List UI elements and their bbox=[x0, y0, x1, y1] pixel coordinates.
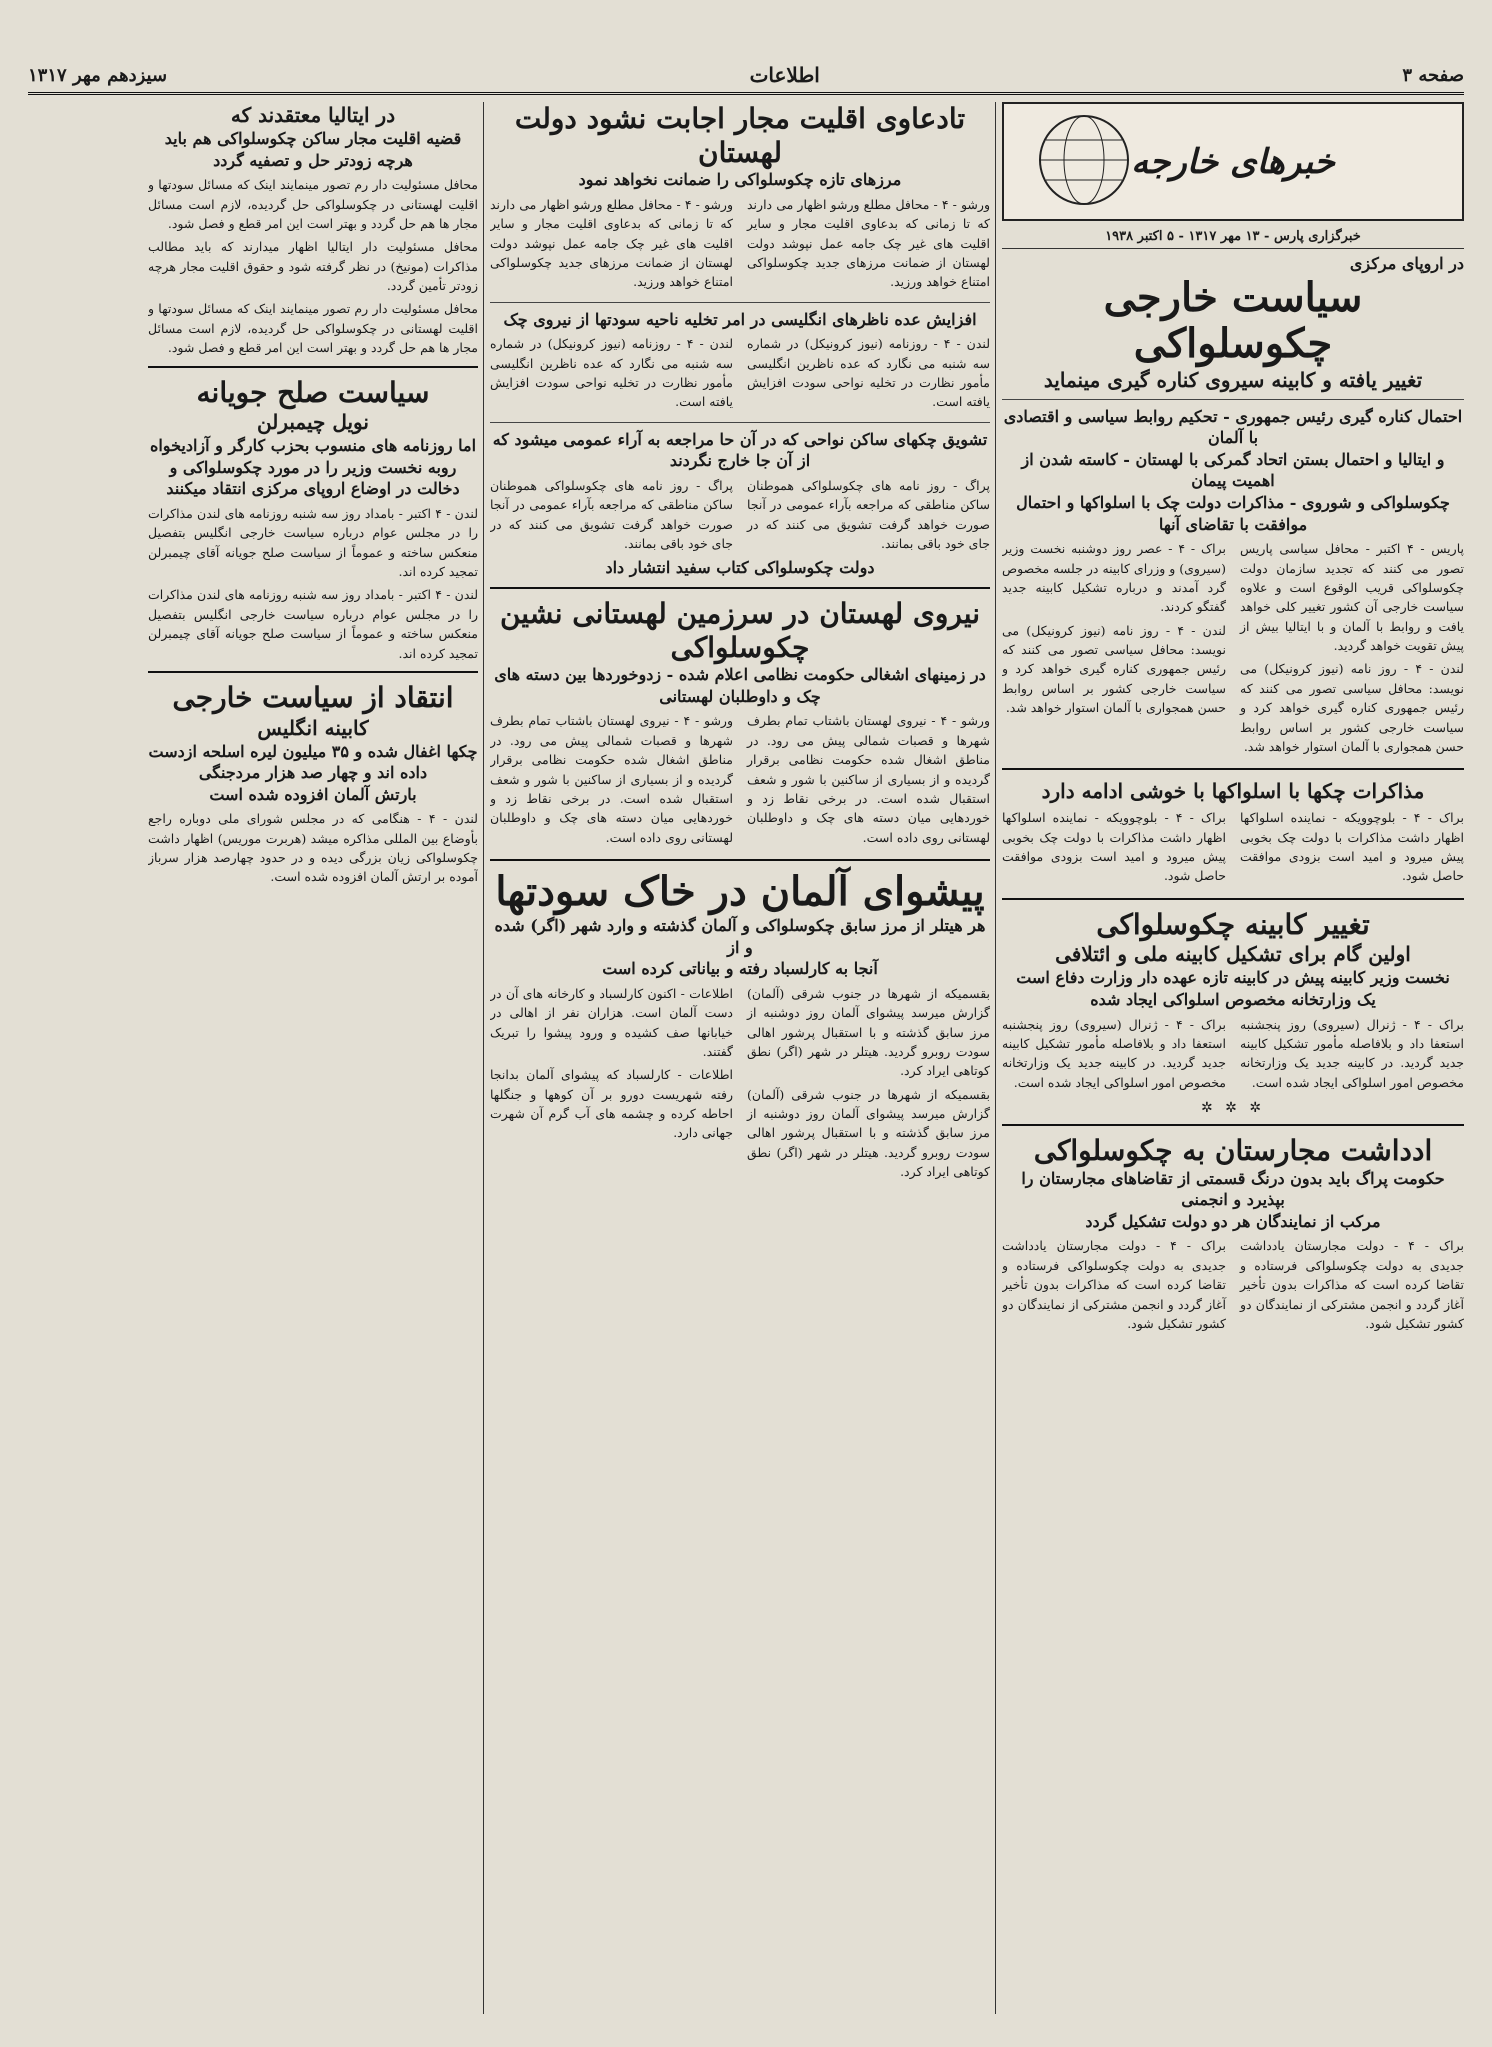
headline-plebiscite-czechs: تشویق چکهای ساکن نواحی که در آن حا مراجعه به آراء عمومی میشود که از آن جا خارج نگردند bbox=[492, 429, 988, 471]
column-divider bbox=[995, 102, 996, 2014]
headline-czech-policy: سیاست خارجی چکوسلواکی bbox=[1103, 273, 1363, 367]
article-paragraph: ورشو - ۴ - محافل مطلع ورشو اظهار می دارند که تا زمانی که بدعاوی اقلیت مجار و سایر اقلیت های غیر چک جامه عمل نپوشد دولت لهستان از ضمانت مرزهای جدید چکوسلواکی امتناع خواهد ورزید. bbox=[747, 196, 990, 290]
article-paragraph: ورشو - ۴ - نیروی لهستان باشتاب تمام بطرف شهرها و قصبات شمالی پیش می رود. در مناطق اشغال شده حکومت نظامی برقرار گردیده و از بسیاری از ساکنین با شور و شعف استقبال شده است. در برخی نقاط زد و خوردهایی میان دسته های چک و داوطلبان لهستانی روی داده است. bbox=[747, 713, 990, 845]
subhead-hitler-eger: هر هیتلر از مرز سابق چکوسلواکی و آلمان گذشته و وارد شهر (اگر) شده و از bbox=[494, 916, 986, 957]
subhead-british-cabinet: کابینه انگلیس bbox=[257, 715, 369, 740]
subhead-poland-borders: مرزهای تازه چکوسلواکی را ضمانت نخواهد نمود bbox=[578, 170, 902, 190]
headline-cabinet-change: تغییر کابینه چکوسلواکی bbox=[1096, 907, 1370, 941]
divider-stars: ✲ ✲ ✲ bbox=[1200, 1100, 1266, 1117]
article-paragraph: لندن - ۴ اکتبر - بامداد روز سه شنبه روزنامه های لندن مذاکرات را در مجلس عوام درباره سیاست خارجی انگلیس بتفصیل منعکس ساخته و عموماً از سیاست صلح جویانه آقای چیمبرلن تمجید کرده اند. bbox=[148, 587, 478, 661]
dateline: خبرگزاری پارس - ۱۳ مهر ۱۳۱۷ - ۵ اکتبر ۱۹۳۸ bbox=[1002, 229, 1464, 249]
right-column bbox=[1002, 102, 1464, 2014]
deck-line-4: نخست وزیر کابینه پیش در کابینه تازه عهده دار وزارت دفاع است bbox=[1016, 968, 1450, 988]
headline-italy-view: در ایتالیا معتقدند که bbox=[230, 103, 396, 127]
article-paragraph: اطلاعات - کارلسباد که پیشوای آلمان بدانجا رفته شهریست دورو بر آن کوهها و جنگلها احاطه کرده و چشمه های آب گرم آن شهرت جهانی دارد. bbox=[490, 1067, 733, 1141]
headline-criticism: انتقاد از سیاست خارجی bbox=[172, 680, 454, 714]
headline-hungary-note: ادداشت مجارستان به چکوسلواکی bbox=[1033, 1134, 1433, 1168]
page-number: صفحه ۳ bbox=[1402, 64, 1464, 86]
paper-name: اطلاعات bbox=[749, 63, 820, 87]
column-divider bbox=[483, 102, 484, 2014]
deck-line-5: یک وزارتخانه مخصوص اسلواکی ایجاد شده bbox=[1090, 989, 1376, 1009]
deck-line-1: احتمال کناره گیری رئیس جمهوری - تحکیم روابط سیاسی و اقتصادی با آلمان bbox=[1003, 406, 1463, 448]
subhead-slovak-talks: مذاکرات چکها با اسلواکها با خوشی ادامه دارد bbox=[1041, 779, 1425, 804]
article-paragraph: براک - ۴ - ژنرال (سیروی) روز پنجشنبه استعفا داد و بلافاصله مأمور تشکیل کابینه جدید گردید. در کابینه جدید یک وزارتخانه مخصوص امور اسلواکی ایجاد شده است. bbox=[1240, 1016, 1464, 1090]
article-paragraph: محافل مسئولیت دار ایتالیا اظهار میدارند که باید مطالب مذاکرات (مونیخ) در نظر گرفته شود و حقوق اقلیت مجار هرچه زودتر تأمین گردد. bbox=[148, 239, 478, 294]
headline-polish-army: نیروی لهستان در سرزمین لهستانی نشین چکوسلواکی bbox=[499, 597, 981, 664]
subhead-cabinet: تغییر یافته و کابینه سیروی کناره گیری مینماید bbox=[1043, 367, 1423, 392]
article-paragraph: ورشو - ۴ - نیروی لهستان باشتاب تمام بطرف شهرها و قصبات شمالی پیش می رود. در مناطق اشغال شده حکومت نظامی برقرار گردیده و از بسیاری از ساکنین با شور و شعف استقبال شده است. در برخی نقاط زد و خوردهایی میان دسته های چک و داوطلبان لهستانی روی داده است. bbox=[490, 713, 733, 845]
article-paragraph: براک - ۴ - بلوچوویکه - نماینده اسلواکها اظهار داشت مذاکرات با دولت چک بخوبی پیش میرود و امید است بزودی موافقت حاصل شود. bbox=[1002, 810, 1226, 884]
subhead-martial-law: در زمینهای اشغالی حکومت نظامی اعلام شده - زدوخوردها بین دسته های چک و داوطلبان لهستانی bbox=[494, 665, 986, 706]
deck-arms-lost: چکها اغفال شده و ۳۵ میلیون لیره اسلحه ازدست داده اند و چهار صد هزار مردجنگی bbox=[148, 741, 478, 783]
newspaper-page bbox=[28, 18, 1464, 2030]
deck-line-2: و ایتالیا و احتمال بستن اتحاد گمرکی با لهستان - کاسته شدن از اهمیت پیمان bbox=[1021, 449, 1445, 491]
article-paragraph: محافل مسئولیت دار رم تصور مینمایند اینک که مسائل سودتها و اقلیت لهستانی در چکوسلواکی حل گردیده، لازم است مسائل مجار ها هم حل گردد و بهتر است این امر قطع و فصل شود. bbox=[148, 177, 478, 231]
deck-line-6: حکومت پراگ باید بدون درنگ قسمتی از تقاضاهای مجارستان را بپذیرد و انجمنی bbox=[1021, 1168, 1445, 1210]
article-paragraph: ورشو - ۴ - محافل مطلع ورشو اظهار می دارند که تا زمانی که بدعاوی اقلیت مجار و سایر اقلیت های غیر چک جامه عمل نپوشد دولت لهستان از ضمانت مرزهای جدید چکوسلواکی امتناع خواهد ورزید. bbox=[490, 196, 733, 290]
masthead bbox=[28, 58, 1464, 95]
section-label: در اروپای مرکزی bbox=[1349, 254, 1464, 273]
left-column bbox=[148, 102, 478, 2014]
deck-line-7: مرکب از نمایندگان هر دو دولت تشکیل گردد bbox=[1085, 1211, 1381, 1231]
subhead-hungarian-minority: قضیه اقلیت مجار ساکن چکوسلواکی هم باید هرچه زودتر حل و تصفیه گردد bbox=[164, 129, 462, 170]
article-paragraph: محافل مسئولیت دار رم تصور مینمایند اینک که مسائل سودتها و اقلیت لهستانی در چکوسلواکی حل گردیده، لازم است مسائل مجار ها هم حل گردد و بهتر است این امر قطع و فصل شود. bbox=[148, 301, 478, 356]
headline-british-observers: افزایش عده ناظرهای انگلیسی در امر تخلیه ناحیه سودتها از نیروی چک bbox=[503, 309, 977, 329]
headline-poland-guarantee: تادعاوی اقلیت مجار اجابت نشود دولت لهستان bbox=[514, 102, 966, 169]
subhead-karlsbad: آنجا به کارلسباد رفته و بیاناتی کرده است bbox=[602, 959, 878, 979]
subhead-chamberlain: نویل چیمبرلن bbox=[257, 410, 369, 435]
headline-white-book: دولت چکوسلواکی کتاب سفید انتشار داد bbox=[605, 558, 875, 578]
article-paragraph: لندن - ۴ - روز نامه (نیوز کرونیکل) می نویسد: محافل سیاسی تصور می کنند که رئیس جمهوری کناره گیری خواهد کرد و سیاست خارجی کشور بر اساس روابط حسن همجواری با آلمان استوار خواهد شد. bbox=[1002, 622, 1226, 716]
article-paragraph: اطلاعات - اکنون کارلسباد و کارخانه های آن در دست آلمان است. هزاران نفر از اهالی در خیابانها صف کشیده و ورود پیشوا را تبریک گفتند. bbox=[490, 985, 733, 1059]
globe-icon bbox=[1024, 110, 1144, 210]
middle-column bbox=[490, 102, 990, 2014]
deck-labour-criticism: اما روزنامه های منسوب بحزب کارگر و آزادیخواه روبه نخست وزیر را در مورد چکوسلواکی و دخالت در اوضاع اروپای مرکزی انتقاد میکنند bbox=[149, 436, 477, 499]
article-paragraph: لندن - ۴ - روزنامه (نیوز کرونیکل) در شماره سه شنبه می نگارد که عده ناظرین انگلیسی مأمور نظارت در تخلیه نواحی سودت افزایش یافته است. bbox=[490, 336, 733, 410]
article-paragraph: لندن - ۴ - هنگامی که در مجلس شورای ملی دوباره راجع بأوضاع بین المللی مذاکره میشد (هربرت موریس) اظهار داشت چکوسلواکی زیان بزرگی دیده و در حدود چهارصد هزار سرباز آموده بر ارتش آلمان افزوده شده است. bbox=[148, 811, 478, 885]
article-paragraph: براک - ۴ - ژنرال (سیروی) روز پنجشنبه استعفا داد و بلافاصله مأمور تشکیل کابینه جدید گردید. در کابینه جدید یک وزارتخانه مخصوص امور اسلواکی ایجاد شده است. bbox=[1002, 1016, 1226, 1090]
article-paragraph: پراگ - روز نامه های چکوسلواکی هموطنان ساکن مناطقی که مراجعه بآراء عمومی در آنجا صورت خواهد گرفت تشویق می کنند که در جای خود باقی بمانند. bbox=[490, 477, 733, 552]
article-paragraph: براک - ۴ - بلوچوویکه - نماینده اسلواکها اظهار داشت مذاکرات با دولت چک بخوبی پیش میرود و امید است بزودی موافقت حاصل شود. bbox=[1240, 810, 1464, 884]
banner-title: خبرهای خارجه bbox=[1131, 141, 1335, 182]
article-paragraph: پراگ - روز نامه های چکوسلواکی هموطنان ساکن مناطقی که مراجعه بآراء عمومی در آنجا صورت خواهد گرفت تشویق می کنند که در جای خود باقی بمانند. bbox=[747, 477, 990, 552]
article-paragraph: لندن - ۴ اکتبر - بامداد روز سه شنبه روزنامه های لندن مذاکرات را در مجلس عوام درباره سیاست خارجی انگلیس بتفصیل منعکس ساخته و عموماً از سیاست صلح جویانه آقای چیمبرلن تمجید کرده اند. bbox=[148, 505, 478, 580]
headline-peace-policy: سیاست صلح جویانه bbox=[196, 375, 430, 409]
article-paragraph: بقسمیکه از شهرها در جنوب شرقی (آلمان) گزارش میرسد پیشوای آلمان روز دوشنبه از مرز سابق گذشته و با استقبال پرشور اهالی سودت روبرو گردید. هیتلر در شهر (اگر) نطق کوتاهی ایراد کرد. bbox=[747, 1086, 990, 1180]
article-paragraph: براک - ۴ - دولت مجارستان یادداشت جدیدی به دولت چکوسلواکی فرستاده و تقاضا کرده است که مذاکرات بدون تأخیر آغاز گردد و انجمن مشترکی از نمایندگان دو کشور تشکیل شود. bbox=[1002, 1238, 1226, 1331]
headline-hitler-sudeten: پیشوای آلمان در خاک سودتها bbox=[495, 868, 985, 916]
foreign-news-banner bbox=[1002, 102, 1464, 221]
article-paragraph: لندن - ۴ - روز نامه (نیوز کرونیکل) می نویسد: محافل سیاسی تصور می کنند که رئیس جمهوری کناره گیری خواهد کرد و سیاست خارجی کشور بر اساس روابط حسن همجواری با آلمان استوار خواهد شد. bbox=[1240, 661, 1464, 754]
article-paragraph: لندن - ۴ - روزنامه (نیوز کرونیکل) در شماره سه شنبه می نگارد که عده ناظرین انگلیسی مأمور نظارت در تخلیه نواحی سودت افزایش یافته است. bbox=[747, 336, 990, 410]
subhead-coalition: اولین گام برای تشکیل کابینه ملی و ائتلافی bbox=[1055, 942, 1411, 967]
article-paragraph: براک - ۴ - دولت مجارستان یادداشت جدیدی به دولت چکوسلواکی فرستاده و تقاضا کرده است که مذاکرات بدون تأخیر آغاز گردد و انجمن مشترکی از نمایندگان دو کشور تشکیل شود. bbox=[1240, 1238, 1464, 1331]
article-paragraph: براک - ۴ - عصر روز دوشنبه نخست وزیر (سیروی) و وزرای کابینه در جلسه مخصوص گرد آمدند و درباره تشکیل کابینه جدید گفتگو کردند. bbox=[1002, 541, 1226, 615]
deck-german-army: بارتش آلمان افزوده شده است bbox=[209, 784, 417, 804]
article-paragraph: پاریس - ۴ اکتبر - محافل سیاسی پاریس تصور می کنند که تجدید سازمان دولت چکوسلواکی قریب الوقوع است و علاوه سیاست خارجی آن کشور تغییر کلی خواهد یافت و روابط با آلمان و با ایتالیا بیش از پیش تقویت خواهد گردید. bbox=[1240, 541, 1464, 654]
article-paragraph: بقسمیکه از شهرها در جنوب شرقی (آلمان) گزارش میرسد پیشوای آلمان روز دوشنبه از مرز سابق گذشته و با استقبال پرشور اهالی سودت روبرو گردید. هیتلر در شهر (اگر) نطق کوتاهی ایراد کرد. bbox=[747, 985, 990, 1079]
deck-line-3: چکوسلواکی و شوروی - مذاکرات دولت چک با اسلواکها و احتمال موافقت با تقاضای آنها bbox=[1016, 492, 1450, 534]
issue-date: سیزدهم مهر ۱۳۱۷ bbox=[28, 64, 168, 86]
